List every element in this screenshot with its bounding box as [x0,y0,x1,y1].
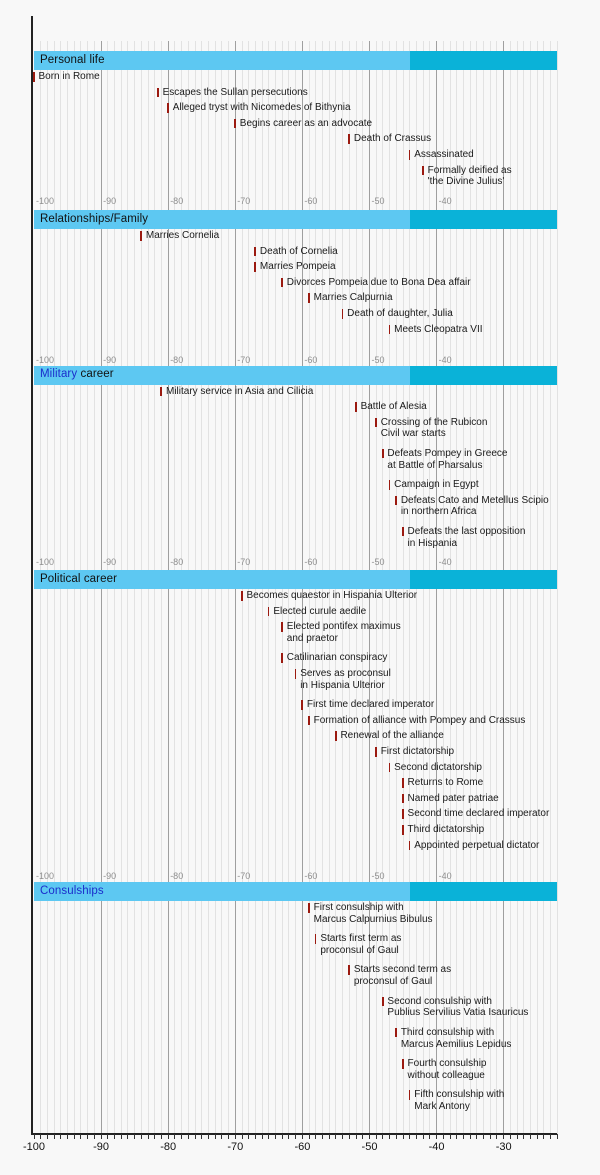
x-axis-tick [282,1134,283,1139]
event-label-line: Escapes the Sullan persecutions [162,86,308,98]
event-label [320,933,401,956]
event-label-line: Divorces Pompeia due to Bona Dea affair [286,276,471,288]
inline-axis-label: -50 [371,354,385,365]
inline-axis-label: -70 [237,354,251,365]
x-axis-tick [288,1134,289,1139]
event-label [146,230,219,242]
event-tick-icon [395,496,397,506]
x-axis-tick [215,1134,216,1139]
inline-axis-label: -80 [170,870,184,881]
event-label [414,149,473,161]
x-axis-label: -70 [227,1141,244,1153]
event-label-line: proconsul of Gaul [353,976,433,988]
event-label [300,668,391,691]
event-tick-icon [348,965,350,975]
inline-axis-label: -100 [36,870,55,881]
x-axis-tick [221,1134,222,1139]
event-label-line: Becomes quaestor in Hispania Ulterior [246,590,418,601]
section-header [40,885,104,897]
x-axis-tick [195,1134,196,1139]
section-title-text: Personal life [40,53,105,66]
event-label-line: Catilinarian conspiracy [286,652,388,664]
section-bar-postmortem-segment [410,570,557,589]
event-label-line: Battle of Alesia [360,401,427,413]
event-label [401,1027,512,1050]
event-label [381,417,488,440]
event-label-line: Formally deified as [427,164,512,176]
event-label [39,71,100,83]
event-label [273,606,366,618]
event-label-line: Second dictatorship [394,761,482,773]
event-label-line: Assassinated [414,149,474,160]
section-bar-postmortem-segment [410,882,557,901]
event-label-line: Publius Servilius Vatia Isauricus [387,1007,529,1019]
x-axis-label: -80 [160,1141,177,1153]
x-axis-tick [87,1134,88,1139]
event-label [408,777,484,789]
event-label-line: Death of daughter, Julia [347,308,453,319]
x-axis-tick [362,1134,363,1139]
event-label [394,762,482,774]
x-axis-tick [242,1134,243,1139]
inline-axis-label: -90 [103,354,117,365]
x-axis-tick [107,1134,108,1139]
x-axis-tick [523,1134,524,1139]
event-tick-icon [335,731,337,741]
x-axis-tick [403,1134,404,1139]
x-axis-tick [409,1134,410,1139]
x-axis-tick [376,1134,377,1139]
event-label-line: Starts second term as [353,964,452,976]
event-label-line: in Hispania Ulterior [300,679,385,691]
inline-axis-label: -80 [170,354,184,365]
event-label-line: Born in Rome [38,71,100,82]
inline-axis-label: -50 [371,870,385,881]
inline-axis-label: -60 [304,870,318,881]
event-label [394,479,479,491]
x-axis-tick [40,1134,41,1139]
event-label [354,964,451,987]
event-tick-icon [308,293,310,303]
event-label-line: Third consulship with [400,1026,495,1038]
x-axis-tick [429,1134,430,1139]
event-tick-icon [375,418,377,428]
x-axis-tick [335,1134,336,1139]
event-tick-icon [342,309,344,319]
event-tick-icon [301,700,303,710]
event-tick-icon [348,134,350,144]
x-axis-tick [275,1134,276,1139]
event-label-line: Serves as proconsul [300,668,391,679]
event-label [340,730,443,742]
x-axis-label: -40 [428,1141,445,1153]
event-label-line: Mark Antony [414,1100,470,1112]
inline-axis-label: -40 [438,195,452,206]
x-axis-label: -30 [495,1141,512,1153]
event-tick-icon [422,166,424,176]
inline-axis-label: -70 [237,557,251,568]
event-tick-icon [389,763,391,773]
event-label-line: proconsul of Gaul [320,944,399,956]
x-axis-tick [54,1134,55,1139]
event-tick-icon [160,387,162,397]
event-label [408,1058,487,1081]
section-title-text: Relationships/Family [40,212,149,225]
event-tick-icon [402,778,404,788]
x-axis-tick [80,1134,81,1139]
event-label [347,308,453,320]
event-label [247,590,418,602]
x-axis-tick [127,1134,128,1139]
inline-axis-label: -40 [438,557,452,568]
inline-axis-label: -90 [103,195,117,206]
x-axis-tick [268,1134,269,1139]
x-axis-tick [517,1134,518,1139]
section-title-text: Political career [40,572,118,585]
event-label [287,652,388,664]
x-axis-tick [463,1134,464,1139]
event-tick-icon [308,716,310,726]
event-label [361,401,427,413]
x-axis-tick [154,1134,155,1139]
x-axis-tick [423,1134,424,1139]
event-label-line: Second consulship with [387,995,492,1007]
x-axis-tick [148,1134,149,1139]
x-axis-tick [309,1134,310,1139]
event-label-line: Marcus Aemilius Lepidus [400,1038,512,1050]
x-axis-tick [94,1134,95,1139]
x-axis-tick [60,1134,61,1139]
event-label-line: Named pater patriae [407,792,499,804]
inline-axis-label: -60 [304,557,318,568]
event-label [408,526,526,549]
event-label-line: Marries Cornelia [145,230,220,241]
inline-axis-label: -80 [170,557,184,568]
x-axis-tick [188,1134,189,1139]
x-axis-tick [369,1134,370,1139]
section-bar-postmortem-segment [410,366,557,385]
event-label-line: Elected pontifex maximus [286,621,401,633]
x-axis-tick [322,1134,323,1139]
event-label [287,277,471,289]
section-header [40,573,117,585]
inline-axis-label: -40 [438,870,452,881]
x-axis-label: -90 [93,1141,110,1153]
event-label [166,386,313,398]
event-label-line: Marries Pompeia [259,261,336,273]
event-label-line: Fourth consulship [407,1058,487,1069]
inline-axis-label: -50 [371,557,385,568]
y-axis-line [31,16,33,1134]
x-axis-tick [396,1134,397,1139]
section-bar-postmortem-segment [410,210,557,229]
x-axis-tick [329,1134,330,1139]
x-axis-tick [476,1134,477,1139]
x-axis-tick [295,1134,296,1139]
event-label-line: Second time declared imperator [407,808,550,820]
inline-axis-label: -60 [304,195,318,206]
event-tick-icon [382,449,384,459]
event-label [401,495,549,518]
x-axis-tick [496,1134,497,1139]
event-tick-icon [157,88,159,98]
event-tick-icon [395,1028,397,1038]
x-axis-tick [557,1134,558,1139]
event-tick-icon [295,669,297,679]
event-label-line: Campaign in Egypt [394,479,479,491]
x-axis-tick [47,1134,48,1139]
inline-axis-label: -40 [438,354,452,365]
x-axis-label: -60 [294,1141,311,1153]
x-axis-tick [490,1134,491,1139]
inline-axis-label: -100 [36,195,55,206]
x-axis-tick [349,1134,350,1139]
event-tick-icon [409,150,411,160]
event-label-line: Returns to Rome [407,777,484,789]
event-tick-icon [308,903,310,913]
x-axis-tick [389,1134,390,1139]
x-axis-tick [74,1134,75,1139]
event-tick-icon [33,72,35,82]
event-tick-icon [402,794,404,804]
x-axis-tick [543,1134,544,1139]
inline-axis-label: -70 [237,870,251,881]
x-axis-tick [356,1134,357,1139]
event-label [408,824,485,836]
x-axis-tick [416,1134,417,1139]
inline-axis-label: -70 [237,195,251,206]
x-axis-tick [101,1134,102,1139]
event-label-line: Defeats Pompey in Greece [387,447,508,459]
x-axis-tick [302,1134,303,1139]
event-tick-icon [402,809,404,819]
x-axis-tick [235,1134,236,1139]
event-tick-icon [254,262,256,272]
event-label-line: Marries Calpurnia [313,292,393,304]
section-header [40,213,148,225]
x-axis-tick [382,1134,383,1139]
x-axis-tick [174,1134,175,1139]
x-axis-tick [503,1134,504,1139]
event-label [408,808,550,820]
event-label-line: Elected curule aedile [273,605,367,617]
event-label [314,902,433,925]
event-label-line: Marcus Calpurnius Bibulus [313,913,433,925]
event-tick-icon [234,119,236,129]
event-tick-icon [402,1059,404,1069]
event-label [387,448,507,471]
x-axis-tick [114,1134,115,1139]
event-label-line: Third dictatorship [407,824,485,835]
x-axis-tick [550,1134,551,1139]
inline-axis-label: -80 [170,195,184,206]
event-label-line: Death of Crassus [353,133,432,145]
x-axis-tick [342,1134,343,1139]
event-label-line: First time declared imperator [306,699,435,711]
event-label [414,1089,504,1112]
x-axis-tick [262,1134,263,1139]
event-label-line: 'the Divine Julius' [427,176,505,188]
x-axis-label: -100 [22,1141,46,1153]
event-tick-icon [382,997,384,1007]
event-tick-icon [389,325,391,335]
x-axis-tick [510,1134,511,1139]
x-axis-tick [255,1134,256,1139]
event-tick-icon [281,653,283,663]
section-bar-postmortem-segment [410,51,557,70]
section-title-link[interactable]: Consulships [40,884,104,897]
event-label-line: without colleague [407,1069,485,1081]
event-label-line: Civil war starts [380,428,446,440]
event-tick-icon [254,247,256,257]
section-header [40,54,105,66]
event-label [260,246,338,258]
event-label [287,621,401,644]
section-title-text: career [77,368,114,380]
event-label-line: Defeats Cato and Metellus Scipio [400,494,549,506]
event-label-line: Alleged tryst with Nicomedes of Bithynia [172,102,351,114]
year-gridline [557,41,558,1134]
event-tick-icon [281,622,283,632]
event-label [314,292,393,304]
x-axis-tick [248,1134,249,1139]
x-axis-tick [470,1134,471,1139]
event-tick-icon [241,591,243,601]
x-axis-tick [450,1134,451,1139]
x-axis-tick [228,1134,229,1139]
event-tick-icon [167,103,169,113]
x-axis-tick [141,1134,142,1139]
event-label [240,118,372,130]
event-label-line: First dictatorship [380,746,455,757]
event-label [314,715,526,727]
event-label-line: in Hispania [407,537,458,549]
event-label-line: Fifth consulship with [414,1089,505,1101]
event-label [173,102,351,114]
x-axis-tick [443,1134,444,1139]
event-label [260,261,336,273]
event-tick-icon [315,934,317,944]
x-axis-tick [168,1134,169,1139]
event-label [394,324,482,336]
event-label-line: and praetor [286,632,338,644]
x-axis-tick [121,1134,122,1139]
x-axis-tick [537,1134,538,1139]
x-axis-line [31,1133,557,1135]
x-axis-tick [201,1134,202,1139]
x-axis-tick [208,1134,209,1139]
inline-axis-label: -100 [36,557,55,568]
event-label [354,133,431,145]
event-label-line: Crossing of the Rubicon [380,416,488,428]
event-tick-icon [402,825,404,835]
inline-axis-label: -60 [304,354,318,365]
event-tick-icon [402,527,404,537]
event-tick-icon [140,231,142,241]
event-label-line: Defeats the last opposition [407,525,526,537]
x-axis-tick [161,1134,162,1139]
inline-axis-label: -100 [36,354,55,365]
x-axis-tick [181,1134,182,1139]
event-label [414,840,539,852]
event-label-line: at Battle of Pharsalus [387,459,483,471]
section-header [40,368,114,380]
x-axis-tick [456,1134,457,1139]
x-axis-tick [134,1134,135,1139]
event-label [307,699,434,711]
event-tick-icon [281,278,283,288]
event-label [381,746,454,758]
event-label-line: Meets Cleopatra VII [394,323,483,335]
inline-axis-label: -90 [103,870,117,881]
section-title-link[interactable]: Military [40,368,78,380]
event-label-line: Renewal of the alliance [340,730,444,742]
x-axis-tick [483,1134,484,1139]
event-label-line: Formation of alliance with Pompey and Crassus [313,714,526,726]
x-axis-tick [530,1134,531,1139]
inline-axis-label: -90 [103,557,117,568]
event-tick-icon [409,1090,411,1100]
x-axis-label: -50 [361,1141,378,1153]
event-label-line: Military service in Asia and Cilicia [165,385,314,397]
event-tick-icon [355,402,357,412]
event-label [428,165,512,188]
x-axis-tick [436,1134,437,1139]
event-label-line: Death of Cornelia [259,245,338,257]
event-tick-icon [268,607,270,617]
event-tick-icon [375,747,377,757]
event-label-line: Starts first term as [320,933,402,945]
event-label-line: in northern Africa [400,506,477,518]
x-axis-tick [34,1134,35,1139]
event-label [163,87,308,99]
inline-axis-label: -50 [371,195,385,206]
x-axis-tick [67,1134,68,1139]
x-axis-tick [315,1134,316,1139]
event-label-line: Begins career as an advocate [239,117,373,129]
event-label-line: First consulship with [313,902,404,913]
event-label [408,793,499,805]
event-label [387,996,528,1019]
event-tick-icon [389,480,391,490]
event-label-line: Appointed perpetual dictator [414,839,540,851]
event-tick-icon [409,841,411,851]
